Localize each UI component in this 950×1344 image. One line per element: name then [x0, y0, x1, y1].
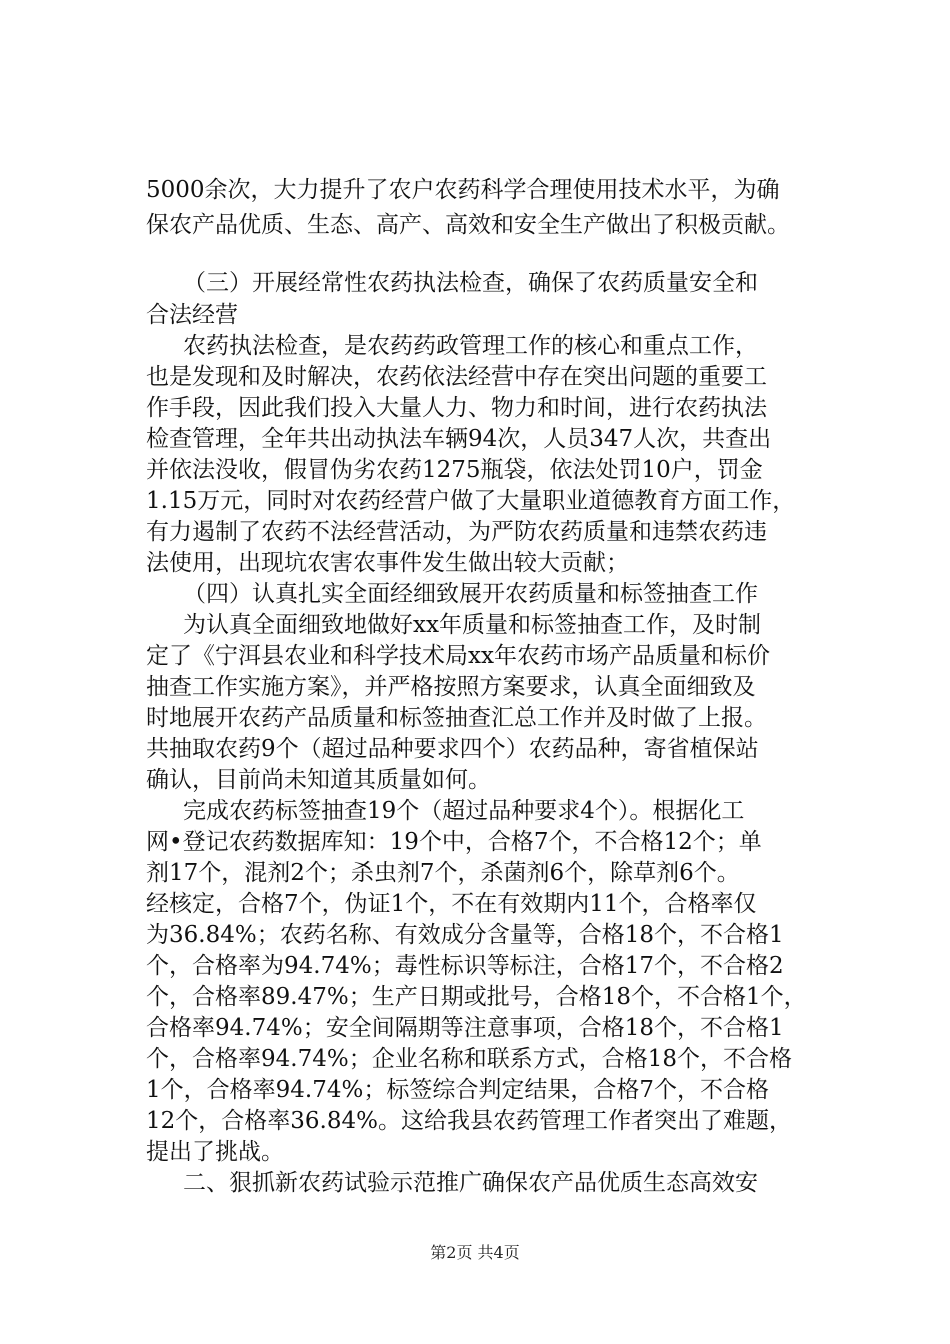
text-line: 抽查工作实施方案》，并严格按照方案要求，认真全面细致及 — [146, 674, 756, 700]
text-line: 为36.84%；农药名称、有效成分含量等，合格18个，不合格1 — [146, 922, 784, 948]
text-line: 定了《宁洱县农业和科学技术局xx年农药市场产品质量和标价 — [146, 643, 770, 669]
text-line: 网•登记农药数据库知：19个中，合格7个，不合格12个；单 — [146, 829, 762, 855]
section-heading: 二、狠抓新农药试验示范推广确保农产品优质生态高效安 — [183, 1170, 758, 1196]
text-line: 共抽取农药9个（超过品种要求四个）农药品种，寄省植保站 — [146, 736, 759, 762]
text-line: 12个，合格率36.84%。这给我县农药管理工作者突出了难题， — [146, 1108, 792, 1134]
text-line: 个，合格率为94.74%；毒性标识等标注，合格17个，不合格2 — [146, 953, 784, 979]
text-line: 剂17个，混剂2个；杀虫剂7个，杀菌剂6个，除草剂6个。 — [146, 860, 740, 886]
text-line: 确认，目前尚未知道其质量如何。 — [146, 767, 491, 793]
page-number: 第2页 共4页 — [430, 1243, 520, 1262]
text-line: 1.15万元，同时对农药经营户做了大量职业道德教育方面工作， — [146, 488, 796, 514]
text-line: 个，合格率89.47%；生产日期或批号，合格18个，不合格1个， — [146, 984, 807, 1010]
text-line: 为认真全面细致地做好xx年质量和标签抽查工作，及时制 — [183, 612, 761, 638]
section-heading: 合法经营 — [146, 302, 238, 328]
text-line: 个，合格率94.74%；企业名称和联系方式，合格18个，不合格 — [146, 1046, 792, 1072]
text-line: 并依法没收，假冒伪劣农药1275瓶袋，依法处罚10户，罚金 — [146, 457, 763, 483]
text-line: 合格率94.74%；安全间隔期等注意事项，合格18个，不合格1 — [146, 1015, 784, 1041]
text-line: 有力遏制了农药不法经营活动，为严防农药质量和违禁农药违 — [146, 519, 767, 545]
text-line: 完成农药标签抽查19个（超过品种要求4个）。根据化工 — [183, 798, 745, 824]
text-line: 农药执法检查，是农药药政管理工作的核心和重点工作， — [183, 333, 758, 359]
text-line: 时地展开农药产品质量和标签抽查汇总工作并及时做了上报。 — [146, 705, 767, 731]
text-line: 作手段，因此我们投入大量人力、物力和时间，进行农药执法 — [146, 395, 767, 421]
text-line: 也是发现和及时解决，农药依法经营中存在突出问题的重要工 — [146, 364, 767, 390]
text-line: 检查管理，全年共出动执法车辆94次，人员347人次，共查出 — [146, 426, 772, 452]
text-line: 5000余次，大力提升了农户农药科学合理使用技术水平，为确 — [146, 177, 780, 203]
text-line: 保农产品优质、生态、高产、高效和安全生产做出了积极贡献。 — [146, 212, 790, 238]
text-line: 经核定，合格7个，伪证1个，不在有效期内11个，合格率仅 — [146, 891, 757, 917]
text-line: 法使用，出现坑农害农事件发生做出较大贡献； — [146, 550, 629, 576]
text-line: 提出了挑战。 — [146, 1139, 284, 1165]
section-heading: （三）开展经常性农药执法检查，确保了农药质量安全和 — [183, 270, 758, 296]
text-line: 1个，合格率94.74%；标签综合判定结果，合格7个，不合格 — [146, 1077, 769, 1103]
section-heading: （四）认真扎实全面经细致展开农药质量和标签抽查工作 — [183, 581, 758, 607]
